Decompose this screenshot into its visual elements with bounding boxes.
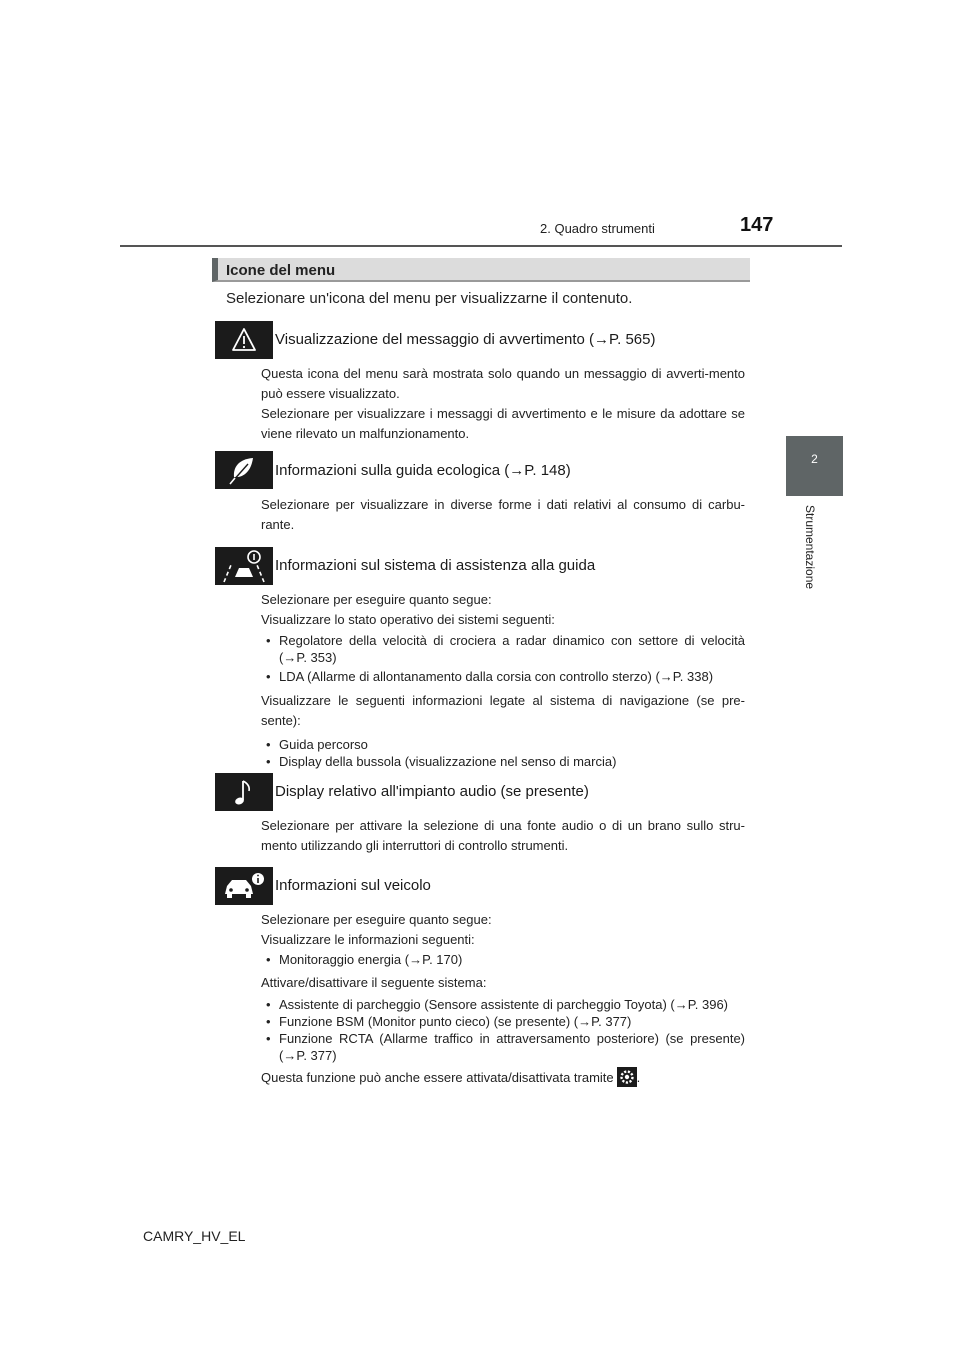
paragraph: Visualizzare le seguenti informazioni legate al sistema di navigazione (se pre-sente):: [261, 693, 745, 728]
paragraph: Selezionare per eseguire quanto segue:: [261, 912, 492, 927]
bullet-item: • Assistente di parcheggio (Sensore assistente di parcheggio Toyota) (→P. 396): [261, 996, 745, 1013]
item-body-vehicle: [261, 910, 745, 1088]
paragraph: Visualizzare lo stato operativo dei sistemi seguenti:: [261, 612, 555, 627]
running-header-section: 2. Quadro strumenti: [540, 221, 655, 236]
paragraph: Questa icona del menu sarà mostrata solo quando un messaggio di avverti-mento può essere visualizzato.: [261, 366, 745, 401]
chapter-tab: [786, 436, 843, 496]
item-body-driving-assist: [261, 590, 745, 770]
item-title-warning: Visualizzazione del messaggio di avvertimento (→P. 565): [275, 331, 656, 348]
warning-triangle-icon: [215, 321, 273, 359]
item-title-eco: Informazioni sulla guida ecologica (→P. 148): [275, 462, 571, 479]
chapter-tab-label: Strumentazione: [803, 505, 817, 590]
item-title-driving-assist: Informazioni sul sistema di assistenza alla guida: [275, 557, 596, 574]
paragraph: [261, 1067, 745, 1088]
eco-leaf-icon: [215, 451, 273, 489]
item-body-audio: [261, 816, 745, 856]
bullet-item: • Funzione RCTA (Allarme traffico in attraversamento posteriore) (se presente) (→P. 377): [261, 1030, 745, 1064]
paragraph: Selezionare per eseguire quanto segue:: [261, 592, 492, 607]
music-note-icon: [215, 773, 273, 811]
item-title-vehicle: Informazioni sul veicolo: [275, 877, 431, 894]
paragraph: Selezionare per attivare la selezione di una fonte audio o di un brano sullo stru-mento utilizzando gli interruttori di controllo strumenti.: [261, 818, 745, 853]
driving-assist-icon: [215, 547, 273, 585]
bullet-item: • Guida percorso: [261, 736, 745, 753]
vehicle-info-icon: [215, 867, 273, 905]
item-body-eco: [261, 495, 745, 535]
paragraph: Visualizzare le informazioni seguenti:: [261, 932, 475, 947]
page-number: 147: [740, 214, 774, 236]
bullet-item: • Display della bussola (visualizzazione nel senso di marcia): [261, 753, 745, 770]
section-title: Icone del menu: [226, 262, 336, 279]
inline-text: Questa funzione può anche essere attivata/disattivata tramite: [261, 1070, 614, 1085]
bullet-item: • Regolatore della velocità di crociera a radar dinamico con settore di velocità (→P. 353): [261, 632, 745, 666]
settings-gear-icon: [617, 1067, 637, 1087]
chapter-tab-number: 2: [811, 452, 818, 466]
inline-text: .: [636, 1070, 641, 1085]
paragraph: Selezionare per visualizzare i messaggi di avvertimento e le misure da adottare se viene rilevato un malfunzionamento.: [261, 406, 745, 441]
header-rule: [120, 245, 842, 247]
bullet-item: • Funzione BSM (Monitor punto cieco) (se presente) (→P. 377): [261, 1013, 745, 1030]
model-code: CAMRY_HV_EL: [143, 1228, 246, 1244]
bullet-item: • LDA (Allarme di allontanamento dalla corsia con controllo sterzo) (→P. 338): [261, 667, 745, 687]
section-intro: Selezionare un'icona del menu per visualizzarne il contenuto.: [226, 290, 633, 307]
item-body-warning: [261, 364, 745, 444]
paragraph: Attivare/disattivare il seguente sistema:: [261, 975, 487, 990]
bullet-item: • Monitoraggio energia (→P. 170): [261, 950, 745, 970]
paragraph: Selezionare per visualizzare in diverse forme i dati relativi al consumo di carbu-rante.: [261, 497, 745, 532]
item-title-audio: Display relativo all'impianto audio (se presente): [275, 783, 589, 800]
